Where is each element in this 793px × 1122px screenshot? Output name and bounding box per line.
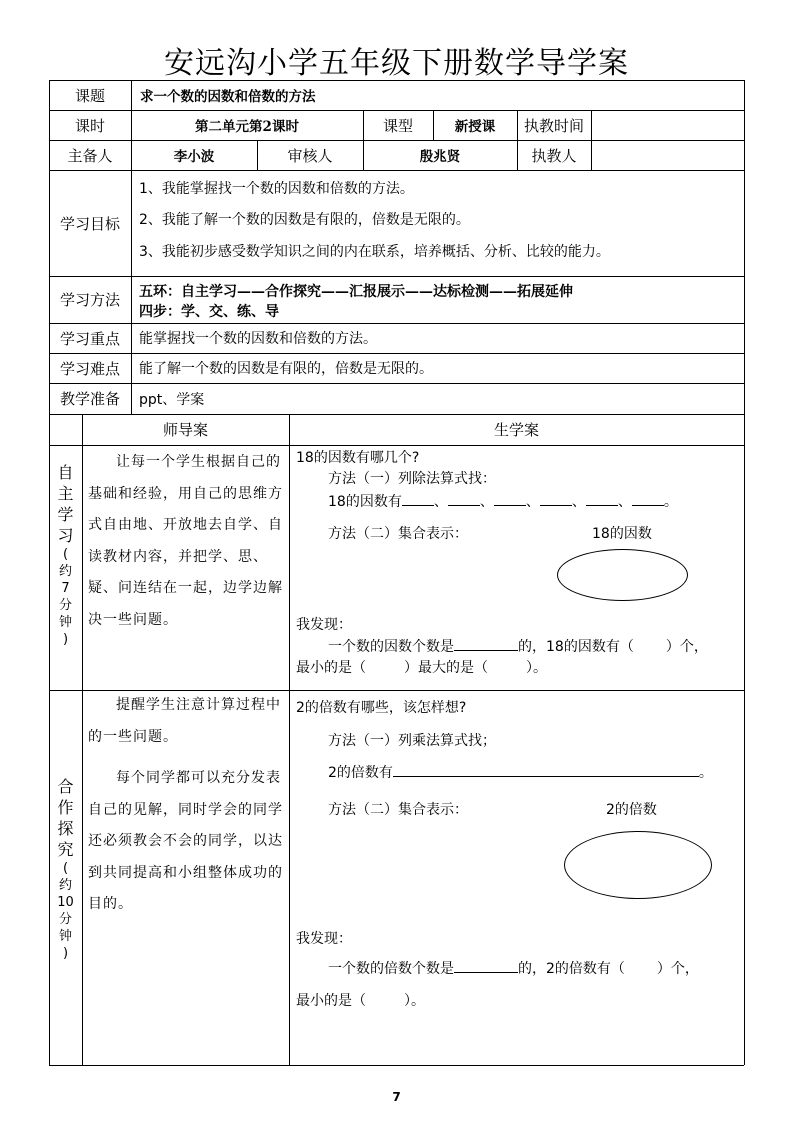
section2-method1: 方法（一）列乘法算式找； bbox=[328, 733, 496, 749]
factors-line: 18的因数有 、 、 、 、 、 。 bbox=[328, 491, 678, 511]
section1-side-label: 自 主 学 习 ( 约 7 分 钟 ) bbox=[57, 463, 74, 647]
preparation-value: ppt、学案 bbox=[139, 391, 205, 408]
key-point-label: 学习重点 bbox=[59, 329, 120, 348]
factor-blank[interactable] bbox=[586, 491, 618, 506]
factor-blank[interactable] bbox=[402, 491, 434, 506]
factors-set-label: 18的因数 bbox=[592, 526, 652, 542]
factor-blank[interactable] bbox=[540, 491, 572, 506]
method-label: 学习方法 bbox=[59, 291, 120, 309]
section2-teacher-p2: 每个同学都可以充分发表自己的见解，同时学会的同学还必须教会不会的同学，以达到共同提高和小组整体成功的目的。 bbox=[88, 770, 283, 912]
topic-label: 课题 bbox=[74, 86, 105, 105]
factor-blank[interactable] bbox=[448, 491, 480, 506]
goal-item: 1、我能掌握找一个数的因数和倍数的方法。 bbox=[139, 181, 414, 197]
time-label: 执教时间 bbox=[523, 116, 584, 135]
answer-blank[interactable] bbox=[454, 958, 518, 973]
preparer-label: 主备人 bbox=[67, 146, 113, 165]
method-line1: 五环：自主学习——合作探究——汇报展示——达标检测——拓展延伸 bbox=[139, 284, 573, 300]
section1-discover: 我发现： bbox=[296, 617, 352, 633]
method-line2: 四步：学、交、练、导 bbox=[139, 304, 279, 320]
period-value: 第二单元第2课时 bbox=[195, 119, 299, 135]
type-value: 新授课 bbox=[454, 119, 496, 135]
section2-method2: 方法（二）集合表示： bbox=[328, 802, 468, 818]
multiples-set-label: 2的倍数 bbox=[606, 802, 657, 818]
answer-blank[interactable] bbox=[454, 636, 518, 651]
difficulty-value: 能了解一个数的因数是有限的，倍数是无限的。 bbox=[139, 361, 433, 377]
goal-item: 2、我能了解一个数的因数是有限的，倍数是无限的。 bbox=[139, 212, 470, 228]
factor-blank[interactable] bbox=[494, 491, 526, 506]
type-label: 课型 bbox=[382, 116, 413, 135]
section1-question: 18的因数有哪几个? bbox=[296, 450, 420, 466]
factor-blank[interactable] bbox=[632, 491, 664, 506]
section2-side-label: 合 作 探 究 ( 约 10 分 钟 ) bbox=[57, 777, 74, 961]
page-number: 7 bbox=[392, 1090, 401, 1104]
factors-set-oval[interactable] bbox=[557, 549, 688, 601]
teacher-column-header: 师导案 bbox=[162, 421, 208, 439]
page-title: 安远沟小学五年级下册数学导学案 bbox=[164, 46, 629, 81]
section2-discover: 我发现： bbox=[296, 931, 352, 947]
teacher-value[interactable] bbox=[591, 140, 744, 170]
section1-method2: 方法（二）集合表示： bbox=[328, 526, 468, 542]
section2-finding-1: 一个数的倍数个数是 的，2的倍数有（ ）个， bbox=[328, 958, 699, 978]
section1-teacher-text: 让每一个学生根据自己的基础和经验，用自己的思维方式自由地、开放地去自学、自读教材内容，并把学、思、疑、问连结在一起，边学边解决一些问题。 bbox=[88, 454, 283, 628]
time-value[interactable] bbox=[591, 110, 744, 140]
goals-label: 学习目标 bbox=[59, 214, 120, 233]
goal-item: 3、我能初步感受数学知识之间的内在联系，培养概括、分析、比较的能力。 bbox=[139, 244, 610, 260]
section1-finding-2: 最小的是（ ）最大的是（ ）。 bbox=[296, 660, 547, 676]
section2-teacher-p1: 提醒学生注意计算过程中的一些问题。 bbox=[88, 697, 281, 745]
reviewer-value: 殷兆贤 bbox=[419, 149, 461, 165]
section1-method1: 方法（一）列除法算式找： bbox=[328, 471, 496, 487]
period-label: 课时 bbox=[74, 116, 105, 135]
preparer-value: 李小波 bbox=[173, 149, 215, 165]
multiples-line: 2的倍数有 。 bbox=[328, 762, 713, 782]
section2-finding-2: 最小的是（ ）。 bbox=[296, 993, 425, 1009]
key-point-value: 能掌握找一个数的因数和倍数的方法。 bbox=[139, 331, 377, 347]
section2-question: 2的倍数有哪些，该怎样想? bbox=[296, 700, 467, 716]
difficulty-label: 学习难点 bbox=[59, 359, 120, 378]
preparation-label: 教学准备 bbox=[59, 390, 120, 408]
student-column-header: 生学案 bbox=[493, 421, 539, 439]
section1-finding-1: 一个数的因数个数是 的，18的因数有（ ）个， bbox=[328, 636, 708, 656]
topic-value: 求一个数的因数和倍数的方法 bbox=[140, 89, 316, 105]
multiples-blank[interactable] bbox=[393, 762, 699, 777]
reviewer-label: 审核人 bbox=[287, 146, 333, 165]
multiples-set-oval[interactable] bbox=[564, 831, 712, 899]
teacher-label: 执教人 bbox=[531, 146, 577, 165]
